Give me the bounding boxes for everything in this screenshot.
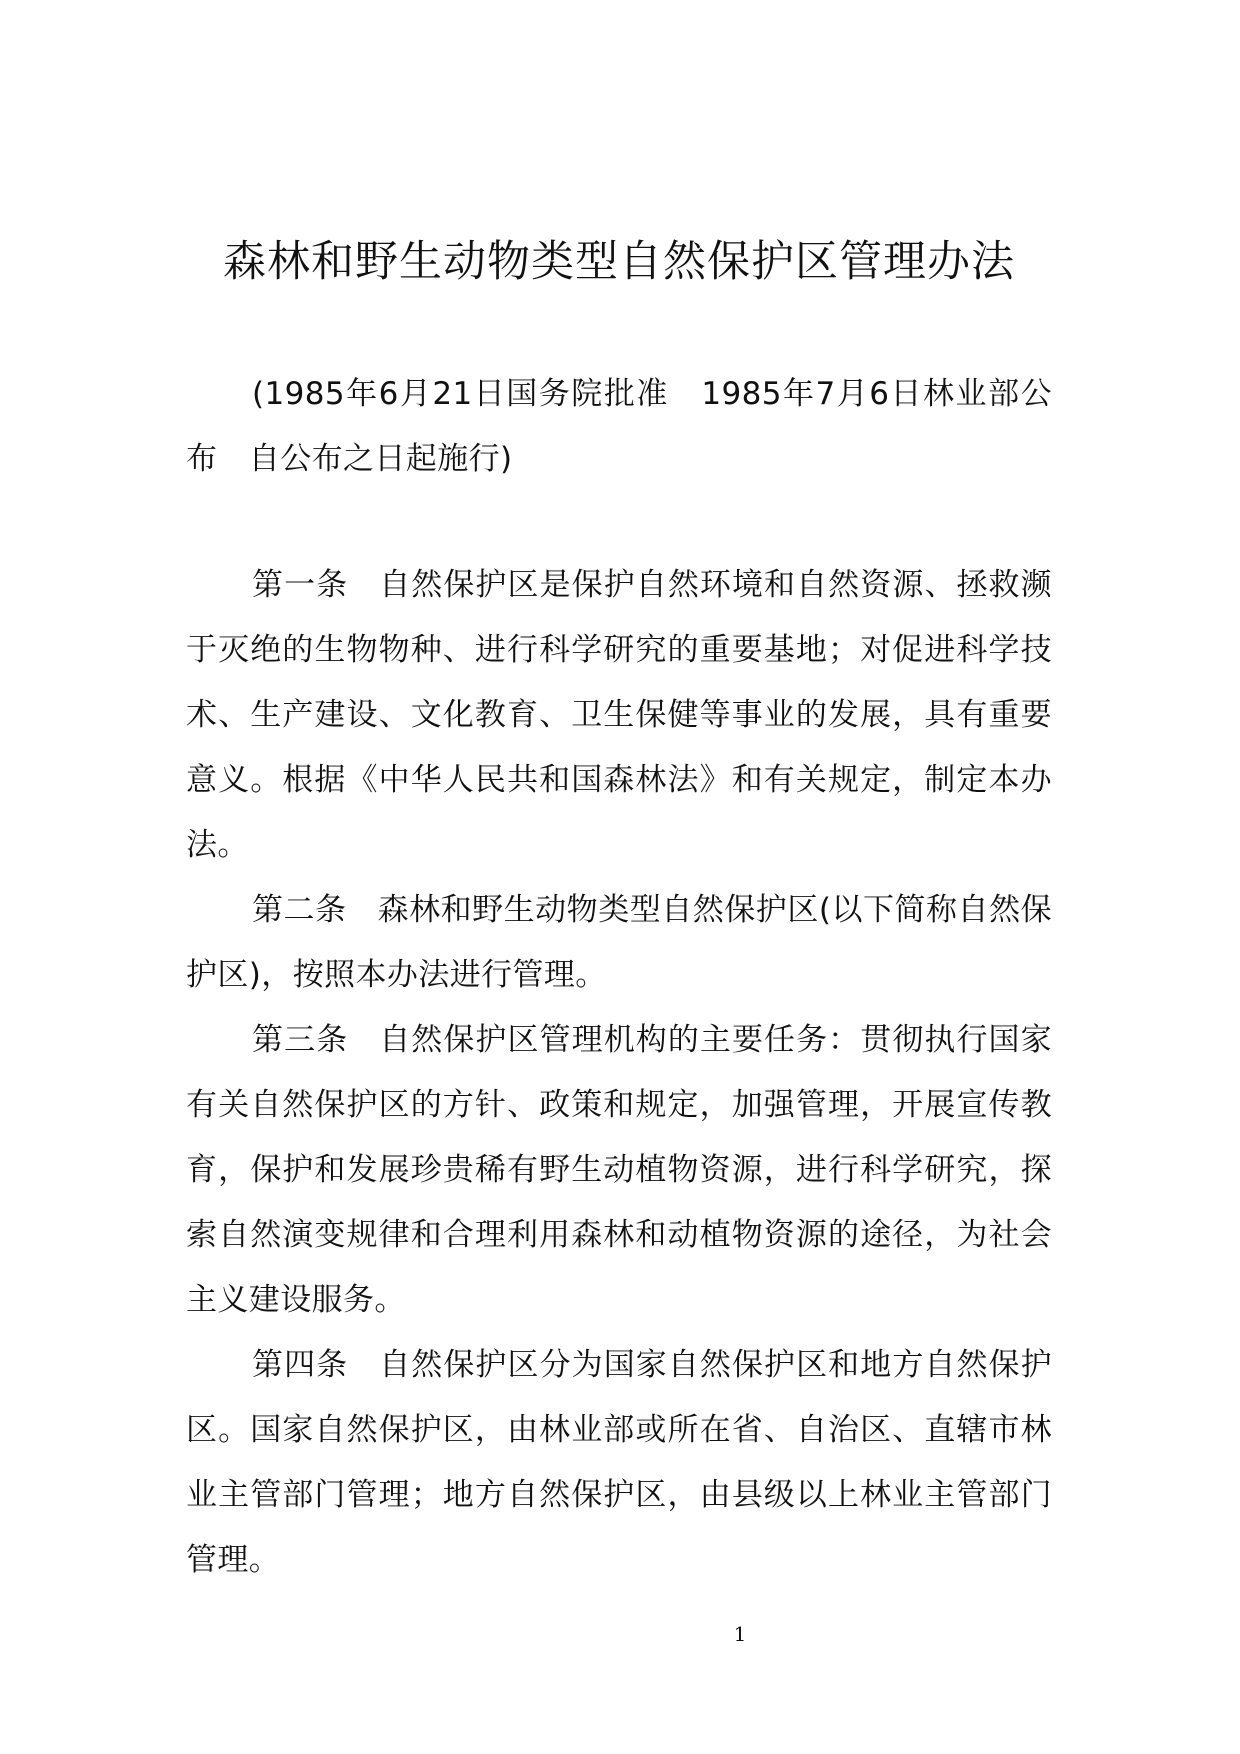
article-4-number: 第四条 xyxy=(252,1347,349,1383)
article-1-text: 自然保护区是保护自然环境和自然资源、拯救濒于灭绝的生物物种、进行科学研究的重要基地；对促进科学技术、生产建设、文化教育、卫生保健等事业的发展，具有重要意义。根据《中华人民共和国森林法》和有关规定，制定本办法。 xyxy=(186,567,1052,863)
document-page xyxy=(186,0,1052,1754)
article-4 xyxy=(186,1333,1052,1593)
article-2-number: 第二条 xyxy=(252,892,347,928)
article-4-text: 自然保护区分为国家自然保护区和地方自然保护区。国家自然保护区，由林业部或所在省、自治区、直辖市林业主管部门管理；地方自然保护区，由县级以上林业主管部门管理。 xyxy=(186,1347,1052,1578)
article-2-text: 森林和野生动物类型自然保护区(以下简称自然保护区)，按照本办法进行管理。 xyxy=(186,892,1052,993)
article-3-number: 第三条 xyxy=(252,1022,349,1058)
page-number: 1 xyxy=(733,1622,747,1646)
article-3 xyxy=(186,1008,1052,1333)
article-3-text: 自然保护区管理机构的主要任务：贯彻执行国家有关自然保护区的方针、政策和规定，加强管理，开展宣传教育，保护和发展珍贵稀有野生动植物资源，进行科学研究，探索自然演变规律和合理利用森林和动植物资源的途径，为社会主义建设服务。 xyxy=(186,1022,1052,1318)
article-1 xyxy=(186,553,1052,878)
article-1-number: 第一条 xyxy=(252,567,349,603)
document-subtitle: (1985年6月21日国务院批准 1985年7月6日林业部公布 自公布之日起施行) xyxy=(186,376,1052,477)
document-title: 森林和野生动物类型自然保护区管理办法 xyxy=(223,237,1015,287)
article-2 xyxy=(186,878,1052,1008)
